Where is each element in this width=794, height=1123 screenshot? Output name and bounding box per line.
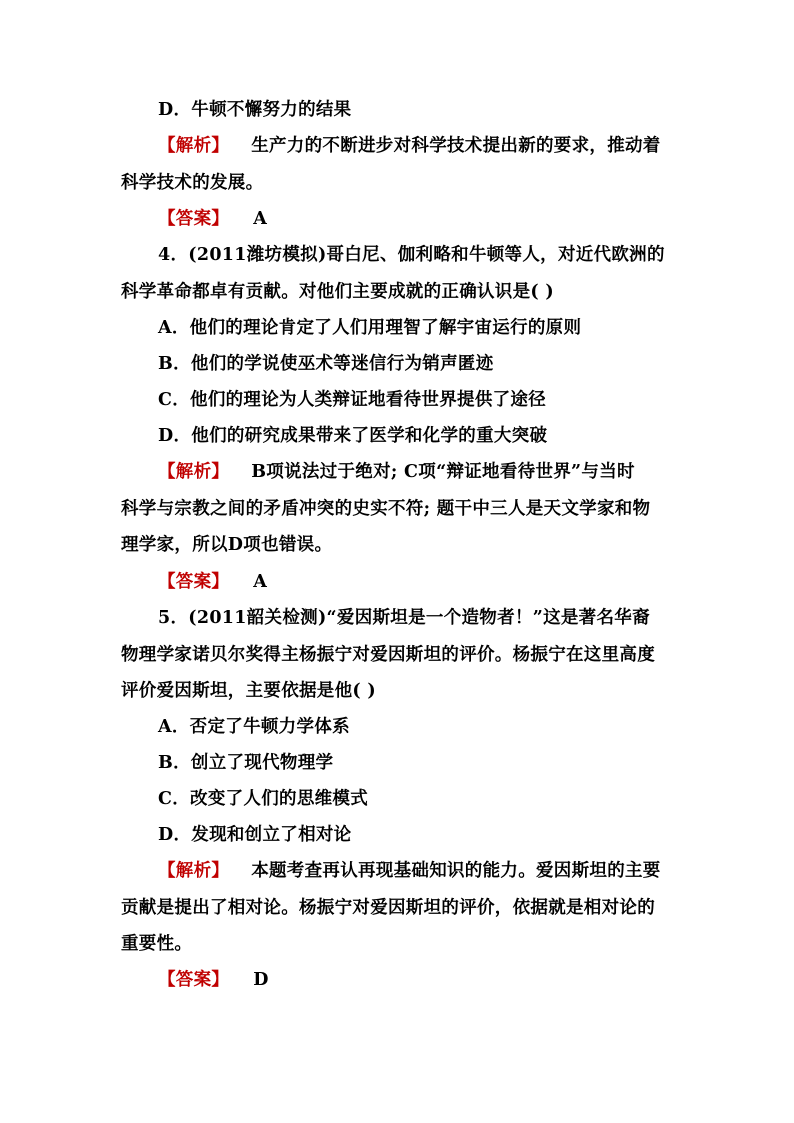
analysis-continuation: [121, 171, 681, 195]
line-text: 4．(2011潍坊模拟)哥白尼、伽利略和牛顿等人，对近代欧洲的: [158, 245, 665, 265]
line-text: A．否定了牛顿力学体系: [158, 717, 350, 737]
answer-tag: 【答案】: [158, 572, 230, 592]
analysis-line: [158, 859, 718, 883]
option-d-line: [158, 823, 718, 847]
line-text: C．他们的理论为人类辩证地看待世界提供了途径: [158, 390, 547, 410]
option-d-line: [158, 424, 718, 448]
line-text: D．发现和创立了相对论: [158, 825, 352, 845]
answer-value: D: [253, 970, 269, 990]
line-text: D．牛顿不懈努力的结果: [158, 100, 352, 120]
analysis-line: [158, 460, 718, 484]
answer-tag: 【答案】: [158, 209, 230, 229]
line-text: 生产力的不断进步对科学技术提出新的要求，推动着: [251, 136, 661, 156]
line-text: B．创立了现代物理学: [158, 753, 334, 773]
line-text: B项说法过于绝对; C项“辩证地看待世界”与当时: [251, 462, 635, 482]
analysis-tag: 【解析】: [158, 136, 230, 156]
line-text: 科学技术的发展。: [121, 173, 264, 193]
analysis-continuation: [121, 932, 681, 956]
question-5-continuation: [121, 679, 681, 703]
line-text: C．改变了人们的思维模式: [158, 789, 369, 809]
line-text: A．他们的理论肯定了人们用理智了解宇宙运行的原则: [158, 318, 582, 338]
option-c-line: [158, 787, 718, 811]
option-d-line: [158, 98, 718, 122]
line-text: 重要性。: [121, 934, 193, 954]
option-a-line: [158, 715, 718, 739]
analysis-tag: 【解析】: [158, 462, 230, 482]
line-text: 科学与宗教之间的矛盾冲突的史实不符; 题干中三人是天文学家和物: [121, 499, 651, 519]
analysis-continuation: [121, 533, 681, 557]
line-text: D．他们的研究成果带来了医学和化学的重大突破: [158, 426, 548, 446]
analysis-continuation: [121, 896, 681, 920]
answer-line: [158, 968, 718, 992]
line-text: 科学革命都卓有贡献。对他们主要成就的正确认识是( ): [121, 282, 554, 302]
analysis-continuation: [121, 497, 681, 521]
line-text: 5．(2011韶关检测)“爱因斯坦是一个造物者！”这是著名华裔: [158, 608, 650, 628]
answer-value: A: [253, 572, 268, 592]
answer-line: [158, 570, 718, 594]
option-b-line: [158, 352, 718, 376]
line-text: 理学家，所以D项也错误。: [121, 535, 333, 555]
line-text: B．他们的学说使巫术等迷信行为销声匿迹: [158, 354, 494, 374]
question-4-line: [158, 243, 718, 267]
answer-value: A: [253, 209, 268, 229]
line-text: 贡献是提出了相对论。杨振宁对爱因斯坦的评价，依据就是相对论的: [121, 898, 655, 918]
answer-line: [158, 207, 718, 231]
question-5-line: [158, 606, 718, 630]
option-a-line: [158, 316, 718, 340]
line-text: 评价爱因斯坦，主要依据是他( ): [121, 681, 376, 701]
line-text: 本题考查再认再现基础知识的能力。爱因斯坦的主要: [251, 861, 661, 881]
option-b-line: [158, 751, 718, 775]
option-c-line: [158, 388, 718, 412]
analysis-tag: 【解析】: [158, 861, 230, 881]
answer-tag: 【答案】: [158, 970, 230, 990]
question-4-continuation: [121, 280, 681, 304]
question-5-continuation: [121, 643, 681, 667]
line-text: 物理学家诺贝尔奖得主杨振宁对爱因斯坦的评价。杨振宁在这里高度: [121, 645, 655, 665]
analysis-line: [158, 134, 718, 158]
